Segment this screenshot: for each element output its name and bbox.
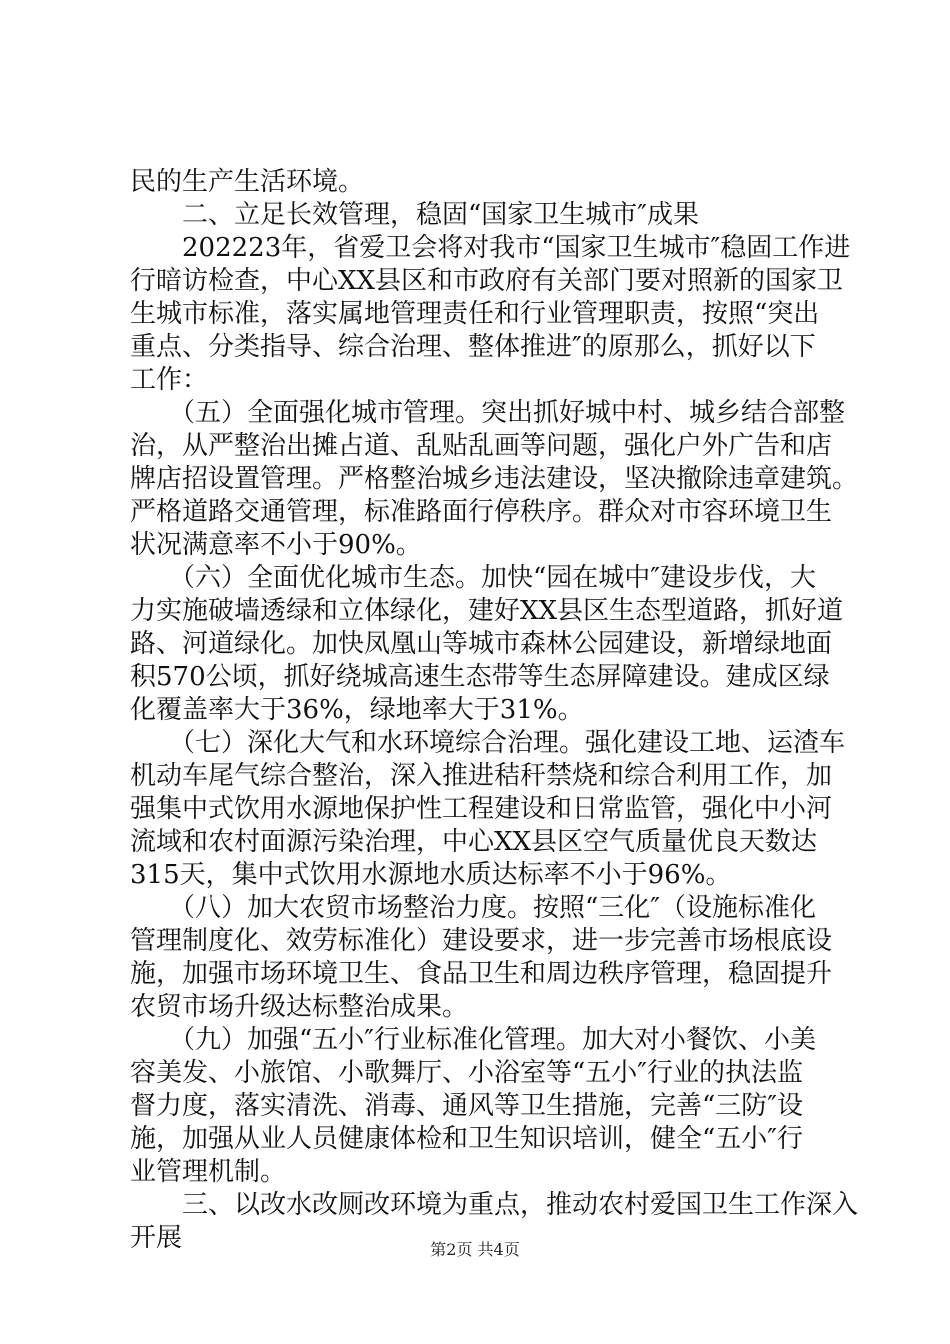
text-line: 严格道路交通管理，标准路面行停秩序。群众对市容环境卫生: [130, 497, 833, 527]
text-line: 治，从严整治出摊占道、乱贴乱画等问题，强化户外广告和店: [130, 431, 833, 461]
text-line: 施，加强从业人员健康体检和卫生知识培训，健全“五小″行: [130, 1124, 804, 1154]
text-line: 容美发、小旅馆、小歌舞厅、小浴室等“五小″行业的执法监: [130, 1058, 804, 1088]
text-line: 开展: [130, 1223, 183, 1253]
text-line: 力实施破墙透绿和立体绿化，建好XX县区生态型道路，抓好道: [130, 596, 844, 626]
text-line: 行暗访检查，中心XX县区和市政府有关部门要对照新的国家卫: [130, 266, 844, 296]
text-line: 315天，集中式饮用水源地水质达标率不小于96%。: [130, 860, 732, 890]
text-line: （五）全面强化城市管理。突出抓好城中村、城乡结合部整: [130, 398, 846, 428]
text-line: 积570公顷，抓好绕城高速生态带等生态屏障建设。建成区绿: [130, 662, 830, 692]
text-line: 机动车尾气综合整治，深入推进秸秆禁烧和综合利用工作，加: [130, 761, 833, 791]
text-line: （七）深化大气和水环境综合治理。强化建设工地、运渣车: [130, 728, 846, 758]
text-line: （八）加大农贸市场整治力度。按照“三化″（设施标准化: [130, 893, 817, 923]
text-line: 强集中式饮用水源地保护性工程建设和日常监管，强化中小河: [130, 794, 833, 824]
text-line: 工作：: [130, 365, 209, 395]
text-line: 施，加强市场环境卫生、食品卫生和周边秩序管理，稳固提升: [130, 959, 833, 989]
text-line: 路、河道绿化。加快凤凰山等城市森林公园建设，新增绿地面: [130, 629, 833, 659]
text-line: 牌店招设置管理。严格整治城乡违法建设，坚决撤除违章建筑。: [130, 464, 859, 494]
text-line: 生城市标准，落实属地管理责任和行业管理职责，按照“突出: [130, 299, 820, 329]
text-line: （六）全面优化城市生态。加快“园在城中″建设步伐，大: [130, 563, 817, 593]
text-line: 民的生产生活环境。: [130, 167, 365, 197]
section-heading: 二、立足长效管理，稳固“国家卫生城市″成果: [130, 200, 700, 230]
text-line: 管理制度化、效劳标准化）建设要求，进一步完善市场根底设: [130, 926, 833, 956]
text-line: 202223年，省爱卫会将对我市“国家卫生城市″稳固工作进: [130, 233, 851, 263]
text-line: 重点、分类指导、综合治理、整体推进″的原那么，抓好以下: [130, 332, 816, 362]
page-footer: [0, 1240, 950, 1260]
page-number: 第2页 共4页: [430, 1240, 520, 1259]
section-heading: 三、以改水改厕改环境为重点，推动农村爱国卫生工作深入: [130, 1190, 859, 1220]
text-line: 督力度，落实清洗、消毒、通风等卫生措施，完善“三防″设: [130, 1091, 804, 1121]
text-line: （九）加强“五小″行业标准化管理。加大对小餐饮、小美: [130, 1025, 817, 1055]
text-line: 化覆盖率大于36%，绿地率大于31%。: [130, 695, 584, 725]
text-line: 状况满意率不小于90%。: [130, 530, 422, 560]
document-body: [130, 166, 859, 1255]
text-line: 流域和农村面源污染治理，中心XX县区空气质量优良天数达: [130, 827, 818, 857]
text-line: 农贸市场升级达标整治成果。: [130, 992, 469, 1022]
text-line: 业管理机制。: [130, 1157, 287, 1187]
